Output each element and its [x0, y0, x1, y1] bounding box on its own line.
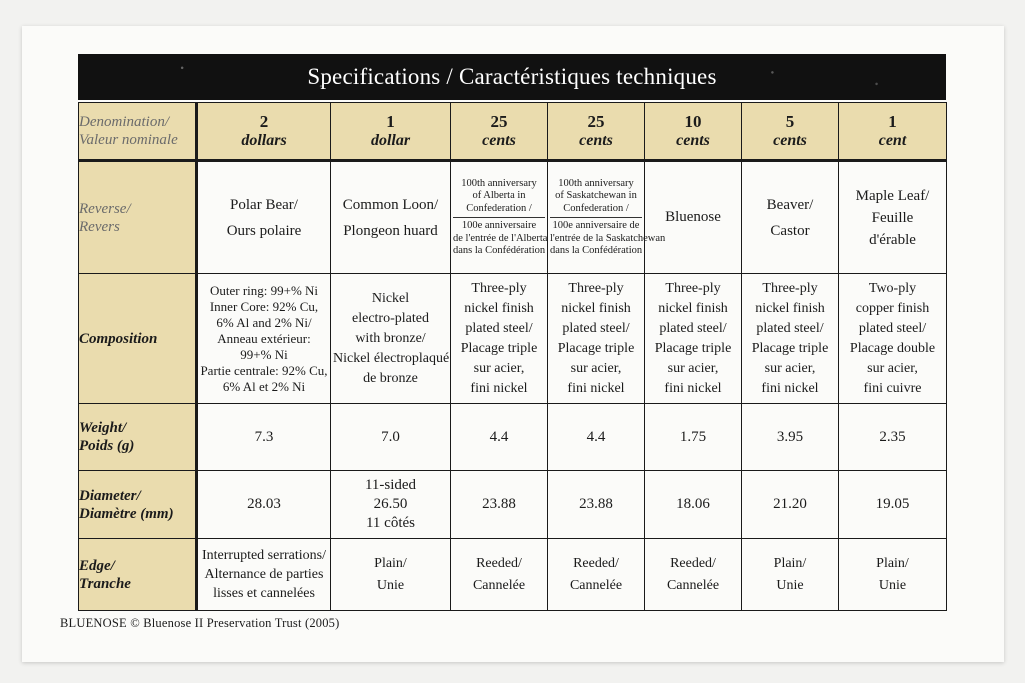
composition-text-line: Partie centrale: 92% Cu,	[200, 362, 328, 378]
composition-cell	[645, 274, 742, 404]
reverse-text-line: 100th anniversary	[558, 177, 634, 189]
edge-cell	[451, 539, 548, 611]
diameter-text-line: 18.06	[676, 496, 710, 512]
reverse-text-line: 100e anniversaire de	[552, 220, 640, 231]
composition-text-line: Three-ply	[568, 280, 624, 296]
denomination-unit: cents	[773, 132, 807, 149]
spec-table	[78, 102, 947, 611]
reverse-cell	[197, 161, 331, 274]
composition-text-line: sur acier,	[570, 360, 622, 376]
denomination-unit: cents	[579, 132, 613, 149]
composition-text-line: Placage double	[849, 340, 936, 356]
diameter-text-line: 23.88	[482, 496, 516, 512]
denomination-value: 1	[888, 112, 897, 131]
edge-text-line: Unie	[376, 577, 405, 593]
composition-text-line: Placage triple	[557, 340, 635, 356]
composition-text-line: Inner Core: 92% Cu,	[209, 298, 319, 314]
diameter-cell	[645, 471, 742, 539]
composition-text-line: Two-ply	[868, 280, 917, 296]
diameter-text-line: 28.03	[247, 496, 281, 512]
composition-text-line: 6% Al and 2% Ni/	[216, 314, 312, 330]
composition-text-line: plated steel/	[465, 320, 533, 336]
row-weight	[79, 404, 947, 471]
reverse-text-line: Confederation /	[466, 202, 532, 214]
row-reverse	[79, 161, 947, 274]
composition-text-line: nickel finish	[755, 300, 825, 316]
weight-cell: 4.4	[548, 404, 645, 471]
composition-text-line: sur acier,	[473, 360, 525, 376]
reverse-text-line: Ours polaire	[226, 222, 302, 239]
denomination-value: 25	[587, 112, 605, 131]
row-edge	[79, 539, 947, 611]
diameter-text-line: 11-sided	[364, 477, 417, 493]
composition-cell	[742, 274, 839, 404]
weight-cell: 3.95	[742, 404, 839, 471]
composition-text-line: fini nickel	[470, 380, 528, 396]
edge-text-line: Plain/	[876, 555, 909, 571]
composition-text-line: Placage triple	[460, 340, 538, 356]
composition-text-line: electro-plated	[352, 310, 429, 326]
denomination-cell	[645, 103, 742, 161]
composition-text-line: sur acier,	[867, 360, 918, 376]
composition-text-line: Three-ply	[665, 280, 721, 296]
edge-cell	[548, 539, 645, 611]
reverse-text-line: Castor	[770, 222, 810, 239]
composition-text-line: Nickel	[371, 290, 410, 306]
reverse-text-line: Beaver/	[766, 196, 814, 213]
row-composition	[79, 274, 947, 404]
denomination-cell	[839, 103, 947, 161]
reverse-text-line: Confederation /	[563, 202, 629, 214]
denomination-cell	[451, 103, 548, 161]
reverse-text-line: of Alberta in	[472, 190, 526, 201]
denomination-unit: dollars	[241, 132, 287, 149]
reverse-cell	[548, 161, 666, 274]
composition-text-line: 6% Al et 2% Ni	[222, 378, 306, 394]
composition-text-line: Placage triple	[654, 340, 732, 356]
composition-text-line: sur acier,	[764, 360, 816, 376]
composition-text-line: Nickel électroplaqué	[333, 350, 450, 366]
reverse-cell	[331, 161, 451, 274]
composition-text-line: Outer ring: 99+% Ni	[209, 282, 319, 298]
composition-text-line: plated steel/	[858, 320, 927, 336]
composition-cell	[197, 274, 331, 404]
composition-cell	[331, 274, 451, 404]
reverse-text-line: l'entrée de la Saskatchewan	[550, 232, 666, 244]
edge-cell	[645, 539, 742, 611]
edge-text-line: Unie	[878, 577, 907, 593]
edge-cell	[331, 539, 451, 611]
edge-cell	[839, 539, 947, 611]
composition-text-line: fini nickel	[664, 380, 722, 396]
denomination-unit: cents	[676, 132, 710, 149]
reverse-text-line: Feuille	[871, 209, 914, 226]
composition-text-line: Anneau extérieur:	[217, 330, 311, 346]
composition-text-line: plated steel/	[756, 320, 824, 336]
weight-cell: 7.0	[331, 404, 451, 471]
composition-cell	[548, 274, 645, 404]
composition-text-line: nickel finish	[658, 300, 728, 316]
edge-text-line: Plain/	[773, 555, 807, 571]
diameter-cell	[742, 471, 839, 539]
denomination-value: 25	[490, 112, 508, 131]
diameter-text-line: 11 côtés	[365, 515, 415, 531]
weight-cell: 7.3	[197, 404, 331, 471]
reverse-text-line: Common Loon/	[342, 196, 439, 213]
composition-text-line: Placage triple	[751, 340, 829, 356]
reverse-text-line: Maple Leaf/	[855, 187, 930, 204]
reverse-text-line: Bluenose	[665, 209, 721, 225]
composition-text-line: de bronze	[363, 370, 418, 386]
edge-text-line: Unie	[776, 577, 804, 593]
denomination-value: 10	[684, 112, 702, 131]
denomination-value: 5	[785, 112, 795, 131]
diameter-cell	[331, 471, 451, 539]
row-header-weight: Weight/ Poids (g)	[79, 404, 197, 471]
denomination-value: 2	[259, 112, 269, 131]
row-header-edge: Edge/ Tranche	[79, 539, 197, 611]
denomination-cell	[331, 103, 451, 161]
title-banner	[78, 54, 946, 100]
composition-text-line: with bronze/	[355, 330, 426, 346]
reverse-text-line: Plongeon huard	[343, 222, 438, 239]
row-header-diameter: Diameter/ Diamètre (mm)	[79, 471, 197, 539]
edge-text-line: lisses et cannelées	[213, 586, 315, 601]
denomination-cell	[742, 103, 839, 161]
row-header-denomination: Denomination/ Valeur nominale	[79, 103, 197, 161]
diameter-cell	[197, 471, 331, 539]
composition-text-line: fini cuivre	[863, 380, 922, 396]
diameter-text-line: 23.88	[579, 496, 613, 512]
reverse-text-line: 100th anniversary	[461, 177, 537, 189]
edge-text-line: Interrupted serrations/	[201, 548, 326, 563]
composition-cell	[451, 274, 548, 404]
composition-text-line: fini nickel	[761, 380, 819, 396]
composition-text-line: sur acier,	[667, 360, 719, 376]
copyright-footer: BLUENOSE © Bluenose II Preservation Trust (2005)	[60, 616, 340, 630]
composition-text-line: Three-ply	[471, 280, 527, 296]
composition-text-line: copper finish	[855, 300, 930, 316]
reverse-text-line: dans la Confédération	[453, 245, 546, 256]
composition-text-line: nickel finish	[561, 300, 631, 316]
composition-text-line: nickel finish	[464, 300, 534, 316]
edge-cell	[742, 539, 839, 611]
diameter-cell	[451, 471, 548, 539]
row-header-reverse: Reverse/ Revers	[79, 161, 197, 274]
denomination-value: 1	[386, 112, 395, 131]
composition-text-line: plated steel/	[659, 320, 727, 336]
diameter-text-line: 26.50	[373, 496, 408, 512]
edge-text-line: Plain/	[374, 555, 407, 571]
composition-text-line: Three-ply	[762, 280, 818, 296]
weight-cell: 1.75	[645, 404, 742, 471]
edge-text-line: Cannelée	[666, 577, 720, 593]
row-diameter	[79, 471, 947, 539]
composition-text-line: plated steel/	[562, 320, 630, 336]
edge-text-line: Alternance de parties	[204, 567, 324, 582]
reverse-text-line: dans la Confédération	[550, 245, 643, 256]
diameter-cell	[839, 471, 947, 539]
edge-text-line: Reeded/	[476, 555, 522, 571]
composition-text-line: fini nickel	[567, 380, 625, 396]
denomination-unit: cent	[878, 132, 907, 149]
reverse-text-line: 100e anniversaire	[461, 220, 537, 231]
denomination-cell	[197, 103, 331, 161]
weight-cell: 2.35	[839, 404, 947, 471]
composition-text-line: 99+% Ni	[240, 346, 288, 362]
denomination-unit: cents	[482, 132, 516, 149]
reverse-text-line: de l'entrée de l'Alberta	[453, 232, 548, 244]
reverse-text-line: Polar Bear/	[230, 196, 298, 213]
edge-text-line: Cannelée	[569, 577, 623, 593]
reverse-cell	[451, 161, 548, 274]
edge-cell	[197, 539, 331, 611]
row-denomination	[79, 103, 947, 161]
edge-text-line: Cannelée	[472, 577, 526, 593]
reverse-cell	[742, 161, 839, 274]
reverse-divider	[453, 217, 545, 218]
diameter-text-line: 21.20	[773, 496, 807, 512]
diameter-cell	[548, 471, 645, 539]
edge-text-line: Reeded/	[573, 555, 619, 571]
row-header-composition: Composition	[79, 274, 197, 404]
reverse-text-line: of Saskatchewan in	[555, 190, 637, 201]
reverse-text-line: d'érable	[869, 231, 916, 248]
reverse-cell	[839, 161, 947, 274]
edge-text-line: Reeded/	[670, 555, 716, 571]
reverse-divider	[550, 217, 642, 218]
diameter-text-line: 19.05	[875, 496, 910, 512]
denomination-cell	[548, 103, 645, 161]
composition-cell	[839, 274, 947, 404]
page-title: Specifications / Caractéristiques techniques	[307, 64, 717, 89]
reverse-cell	[645, 161, 742, 274]
weight-cell: 4.4	[451, 404, 548, 471]
denomination-unit: dollar	[370, 132, 411, 149]
